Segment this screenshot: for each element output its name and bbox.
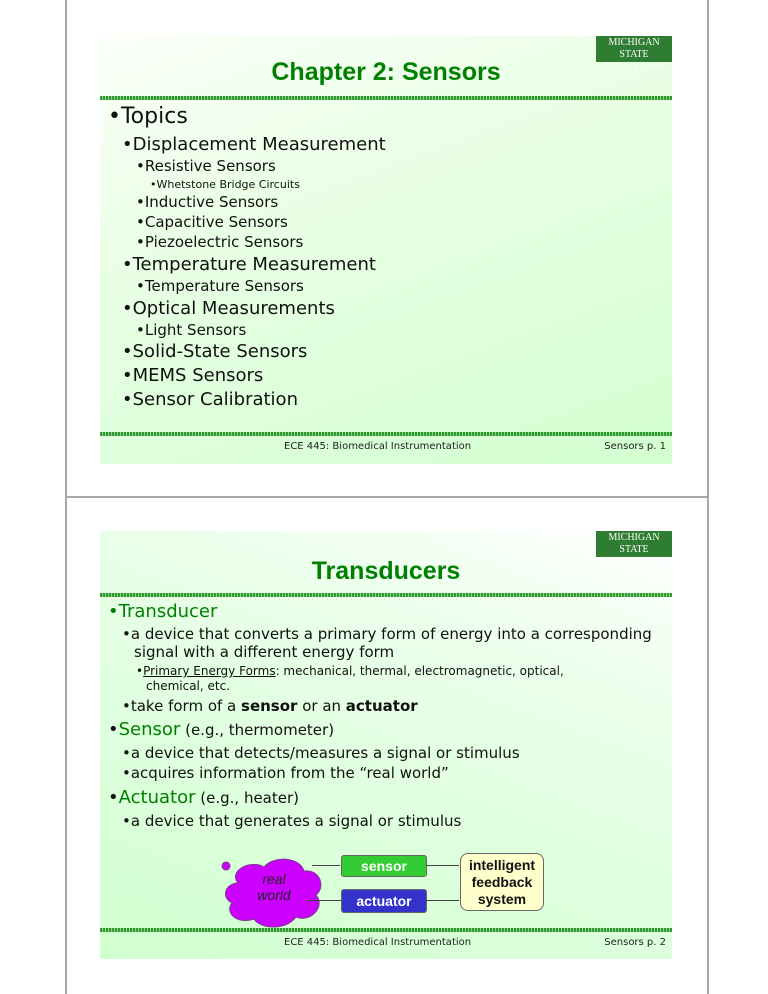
- real-world-label: real: [262, 871, 286, 887]
- primary-energy-label: Primary Energy Forms: [143, 664, 276, 678]
- primary-energy-text: : mechanical, thermal, electromagnetic, optical,: [275, 664, 564, 678]
- bullet-sensor: • Sensor (e.g., thermometer): [108, 719, 334, 740]
- slide-1: [100, 36, 672, 464]
- bullet: • Temperature Sensors: [136, 277, 304, 295]
- slide-title: Chapter 2: Sensors: [271, 58, 501, 86]
- real-world-label: world: [257, 887, 291, 903]
- bullet: • Solid-State Sensors: [122, 341, 307, 362]
- wavy-divider: [100, 432, 672, 436]
- arrow-to-real-world: [308, 900, 341, 901]
- bullet: • Piezoelectric Sensors: [136, 233, 303, 251]
- msu-logo: MICHIGAN STATE UNIVERSITY: [596, 36, 672, 62]
- wavy-divider: [100, 96, 672, 100]
- bullet: • Capacitive Sensors: [136, 213, 288, 231]
- bullet-continuation: signal with a different energy form: [134, 643, 395, 661]
- sensor-box: sensor: [341, 855, 427, 877]
- wavy-divider: [100, 593, 672, 597]
- bullet: • Resistive Sensors: [136, 157, 276, 175]
- slide-2: [100, 531, 672, 959]
- bullet: • Optical Measurements: [122, 298, 335, 319]
- bullet: [136, 664, 564, 678]
- footer-course: ECE 445: Biomedical Instrumentation: [284, 441, 472, 452]
- actuator-box: actuator: [341, 889, 427, 913]
- bullet: • a device that generates a signal or stimulus: [122, 812, 461, 830]
- footer-page: Sensors p. 2: [604, 937, 666, 948]
- slide-title: Transducers: [311, 557, 461, 585]
- arrow-to-actuator: [426, 900, 459, 901]
- bullet: • a device that detects/measures a signal or stimulus: [122, 744, 520, 762]
- bullet: • a device that converts a primary form of energy into a corresponding: [122, 625, 652, 643]
- bullet: • acquires information from the “real world”: [122, 764, 449, 782]
- bullet: • Whetstone Bridge Circuits: [150, 178, 300, 191]
- page-divider: [65, 496, 709, 498]
- bullet: • Light Sensors: [136, 321, 246, 339]
- msu-logo: MICHIGAN STATE UNIVERSITY: [596, 531, 672, 557]
- bullet: • Sensor Calibration: [122, 389, 298, 410]
- bullet: • Topics: [108, 104, 188, 129]
- footer-course: ECE 445: Biomedical Instrumentation: [284, 937, 472, 948]
- bullet: • Displacement Measurement: [122, 134, 386, 155]
- bullet-actuator: • Actuator (e.g., heater): [108, 787, 299, 808]
- arrow-to-system: [426, 865, 459, 866]
- bullet: • MEMS Sensors: [122, 365, 263, 386]
- bullet-transducer: • Transducer: [108, 601, 217, 622]
- intelligent-feedback-system-box: intelligent feedback system: [460, 853, 544, 911]
- bullet: • Inductive Sensors: [136, 193, 278, 211]
- wavy-divider: [100, 928, 672, 932]
- bullet-continuation: chemical, etc.: [146, 679, 231, 693]
- arrow-to-sensor: [312, 865, 340, 866]
- footer-page: Sensors p. 1: [604, 441, 666, 452]
- bullet: • take form of a sensor or an actuator: [122, 697, 418, 715]
- bullet: • Temperature Measurement: [122, 254, 376, 275]
